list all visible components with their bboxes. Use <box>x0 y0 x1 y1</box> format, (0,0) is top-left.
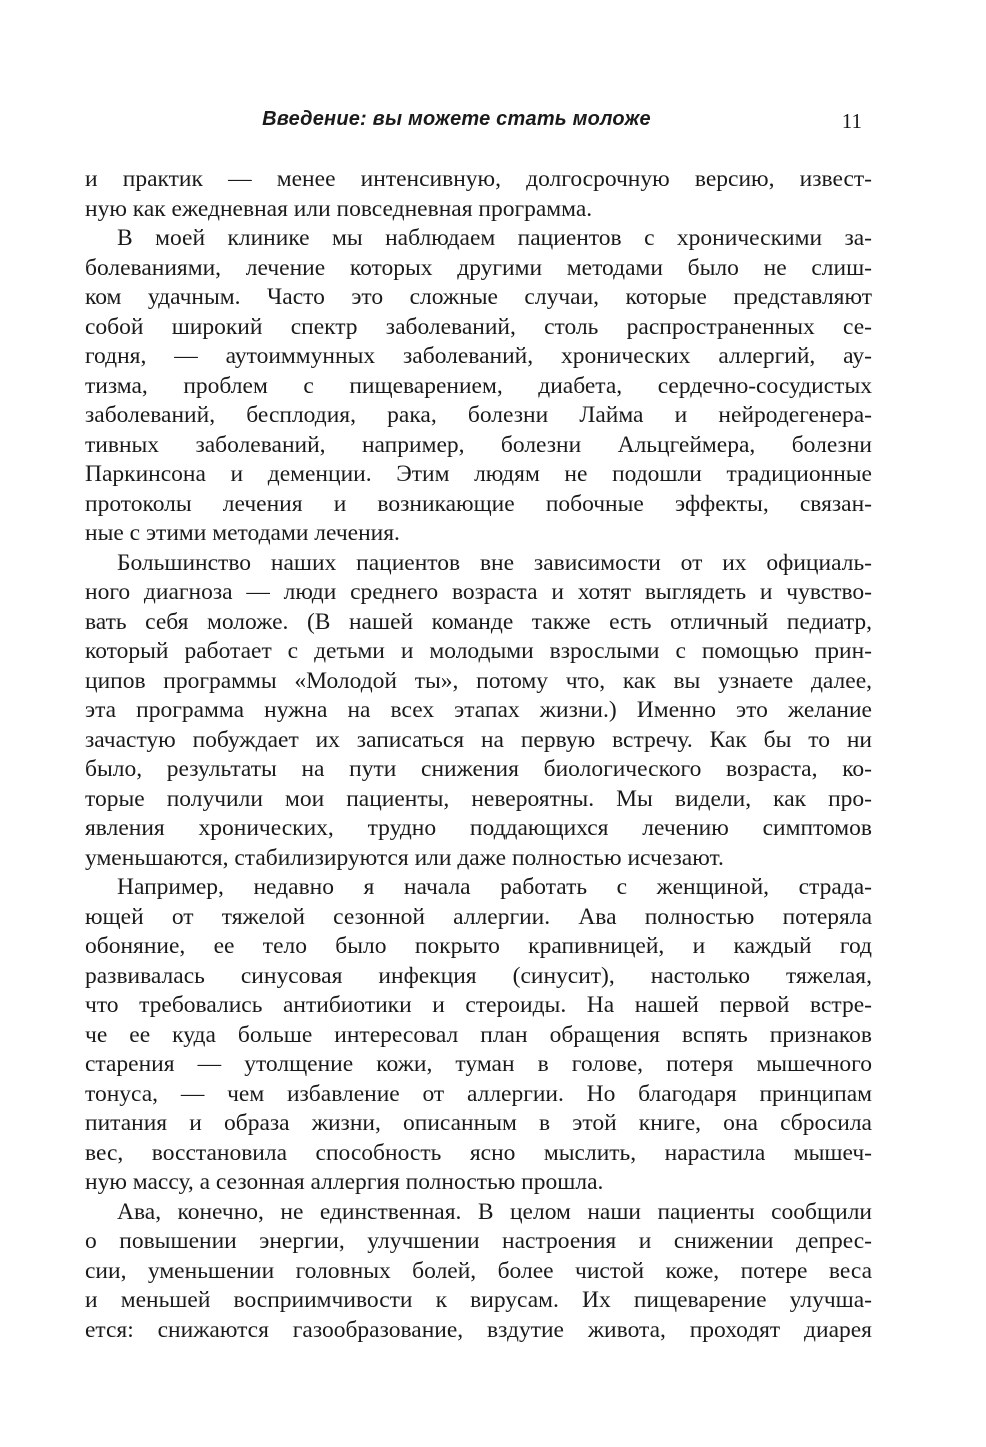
text-line: зачастую побуждает их записаться на первую встречу. Как бы то ни <box>85 726 872 753</box>
text-line: тонуса, — чем избавление от аллергии. Но благодаря принципам <box>85 1080 872 1107</box>
text-line: и практик — менее интенсивную, долгосрочную версию, извест- <box>85 166 872 192</box>
paragraph <box>85 166 872 225</box>
text-line: ную как ежедневная или повседневная программа. <box>85 195 593 222</box>
text-line: питания и образа жизни, описанным в этой книге, она сбросила <box>85 1110 872 1136</box>
text-line: и меньшей восприимчивости к вирусам. Их пищеварение улучша- <box>85 1287 872 1313</box>
paragraph <box>85 225 872 550</box>
text-line: который работает с детьми и молодыми взрослыми с помощью прин- <box>85 638 872 664</box>
text-line: ципов программы «Молодой ты», потому что, как вы узнаете далее, <box>85 667 872 694</box>
paragraph <box>85 1199 872 1347</box>
text-line: годня, — аутоиммунных заболеваний, хронических аллергий, ау- <box>85 343 872 369</box>
text-line: ные с этими методами лечения. <box>85 520 400 546</box>
text-line: тивных заболеваний, например, болезни Альцгеймера, болезни <box>85 431 872 458</box>
text-line: уменьшаются, стабилизируются или даже полностью исчезают. <box>85 844 724 871</box>
text-line: ную массу, а сезонная аллергия полностью прошла. <box>85 1169 604 1195</box>
text-line: собой широкий спектр заболеваний, столь распространенных се- <box>85 313 872 340</box>
text-line: болеваниями, лечение которых другими методами было не слиш- <box>85 254 872 281</box>
text-line: явления хронических, трудно поддающихся лечению симптомов <box>85 815 872 841</box>
text-line: ком удачным. Часто это сложные случаи, которые представляют <box>85 284 872 310</box>
text-line: ется: снижаются газообразование, вздутие живота, проходят диарея <box>85 1316 872 1343</box>
text-line: о повышении энергии, улучшении настроения и снижении депрес- <box>85 1228 872 1254</box>
text-line: сии, уменьшении головных болей, более чистой коже, потере веса <box>85 1257 872 1284</box>
text-line: старения — утолщение кожи, туман в голове, потеря мышечного <box>85 1051 872 1077</box>
text-line: вес, восстановила способность ясно мыслить, нарастила мышеч- <box>85 1139 872 1166</box>
text-line: Ава, конечно, не единственная. В целом наши пациенты сообщили <box>117 1198 872 1225</box>
text-line: ного диагноза — люди среднего возраста и хотят выглядеть и чувство- <box>85 579 872 605</box>
text-line: протоколы лечения и возникающие побочные эффекты, связан- <box>85 490 872 517</box>
page-header <box>85 108 872 134</box>
text-line: вать себя моложе. (В нашей команде также есть отличный педиатр, <box>85 608 872 635</box>
text-line: Паркинсона и деменции. Этим людям не подошли традиционные <box>85 461 872 487</box>
paragraph <box>85 550 872 875</box>
text-line: Например, недавно я начала работать с женщиной, страда- <box>117 874 872 900</box>
text-line: Большинство наших пациентов вне зависимости от их официаль- <box>117 549 872 576</box>
text-line: че ее куда больше интересовал план обращения вспять признаков <box>85 1021 872 1048</box>
text-line: заболеваний, бесплодия, рака, болезни Лайма и нейродегенера- <box>85 402 872 428</box>
text-line: ющей от тяжелой сезонной аллергии. Ава полностью потеряла <box>85 903 872 930</box>
page-number: 11 <box>841 109 862 133</box>
text-line: эта программа нужна на всех этапах жизни.) Именно это желание <box>85 697 872 723</box>
body-text <box>85 166 872 1346</box>
running-head: Введение: вы можете стать моложе <box>262 108 651 130</box>
paragraph <box>85 874 872 1199</box>
text-line: что требовались антибиотики и стероиды. На нашей первой встре- <box>85 992 872 1018</box>
text-line: было, результаты на пути снижения биологического возраста, ко- <box>85 756 872 782</box>
text-line: обоняние, ее тело было покрыто крапивницей, и каждый год <box>85 933 872 959</box>
text-line: торые получили мои пациенты, невероятны. Мы видели, как про- <box>85 785 872 812</box>
text-line: В моей клинике мы наблюдаем пациентов с хроническими за- <box>117 225 872 251</box>
text-line: тизма, проблем с пищеварением, диабета, сердечно-сосудистых <box>85 372 872 399</box>
text-line: развивалась синусовая инфекция (синусит), настолько тяжелая, <box>85 962 872 989</box>
